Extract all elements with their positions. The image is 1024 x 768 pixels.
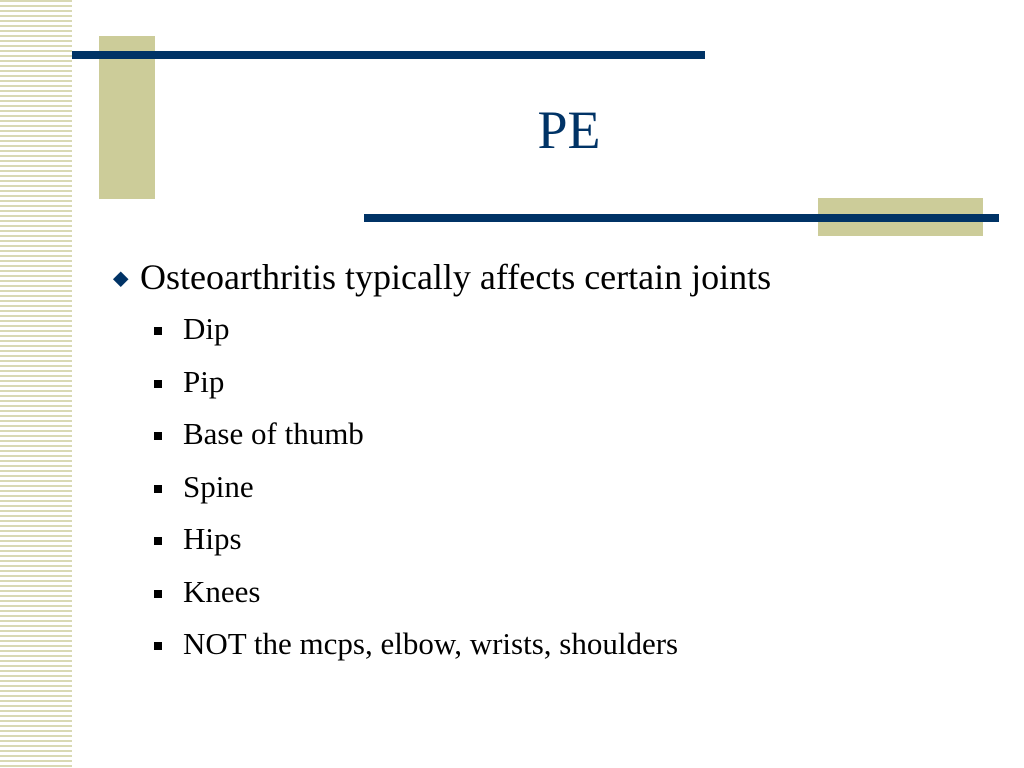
slide-content — [104, 254, 1004, 678]
decorative-stripe-band — [0, 0, 72, 768]
sub-bullet-item — [154, 520, 1004, 573]
sub-bullet-text: Knees — [183, 573, 261, 609]
sub-bullet-text: Base of thumb — [183, 416, 364, 451]
square-bullet-icon — [154, 432, 162, 440]
sub-bullet-item — [154, 625, 1004, 678]
sub-bullet-item — [154, 310, 1004, 363]
sub-bullet-text: Spine — [183, 468, 254, 504]
main-bullet-text: Osteoarthritis typically affects certain joints — [140, 257, 772, 297]
square-bullet-icon — [154, 327, 162, 335]
square-bullet-icon — [154, 590, 162, 598]
sub-bullet-text: Pip — [183, 363, 225, 399]
sub-bullet-text: NOT the mcps, elbow, wrists, shoulders — [183, 626, 679, 661]
sub-bullet-item — [154, 573, 1004, 626]
square-bullet-icon — [154, 537, 162, 545]
sub-bullet-text: Dip — [183, 311, 230, 346]
square-bullet-icon — [154, 642, 162, 650]
accent-block-left — [99, 36, 155, 199]
title-rule-top — [72, 51, 705, 59]
sub-bullet-text: Hips — [183, 521, 242, 556]
square-bullet-icon — [154, 380, 162, 388]
main-bullet-point — [104, 254, 1004, 300]
sub-bullet-item — [154, 363, 1004, 416]
sub-bullet-item — [154, 468, 1004, 521]
title-rule-bottom — [364, 214, 999, 222]
square-bullet-icon — [154, 485, 162, 493]
slide-title: PE — [537, 100, 601, 160]
diamond-bullet-icon — [113, 271, 129, 287]
sub-bullet-item — [154, 415, 1004, 468]
sub-bullet-list — [104, 310, 1004, 678]
